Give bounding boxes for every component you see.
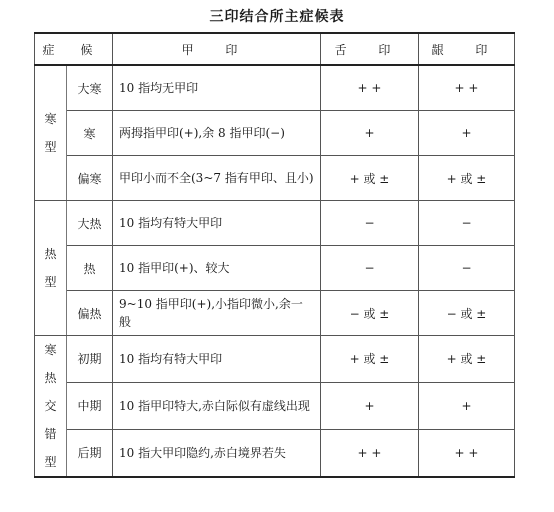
- group-label-char: 交: [44, 399, 57, 413]
- header-tongue: 舌 印: [321, 33, 419, 65]
- header-symptom-a: 症: [35, 33, 67, 65]
- nail-cell: 两拇指甲印(+),余 8 指甲印(−): [113, 111, 321, 156]
- symptom-cell: 后期: [67, 429, 113, 477]
- symptom-cell: 偏寒: [67, 156, 113, 201]
- gum-cell: +: [419, 111, 515, 156]
- gum-cell: −: [419, 201, 515, 246]
- group-label-char: 型: [44, 140, 57, 154]
- table-row: [35, 336, 515, 383]
- group-label-char: 热: [44, 247, 57, 261]
- group-label-char: 热: [44, 371, 57, 385]
- tongue-cell: +: [321, 382, 419, 429]
- nail-cell: 10 指甲印(+)、较大: [113, 246, 321, 291]
- table-row: [35, 201, 515, 246]
- header-gum: 龈 印: [419, 33, 515, 65]
- table-row: [35, 65, 515, 111]
- symptom-cell: 偏热: [67, 291, 113, 336]
- nail-cell: 10 指大甲印隐约,赤白境界若失: [113, 429, 321, 477]
- group-label: [35, 201, 67, 336]
- gum-cell: + 或 ±: [419, 156, 515, 201]
- nail-cell: 10 指均有特大甲印: [113, 201, 321, 246]
- gum-cell: + 或 ±: [419, 336, 515, 383]
- header-nail: 甲 印: [113, 33, 321, 65]
- symptom-cell: 中期: [67, 382, 113, 429]
- symptom-cell: 热: [67, 246, 113, 291]
- table-body: [35, 65, 515, 477]
- group-label: [35, 336, 67, 478]
- group-label-char: 型: [44, 275, 57, 289]
- group-label-char: 寒: [44, 112, 57, 126]
- group-label: [35, 65, 67, 201]
- gum-cell: + +: [419, 429, 515, 477]
- header-symptom-b: 候: [67, 33, 113, 65]
- tongue-cell: + 或 ±: [321, 156, 419, 201]
- table-row: [35, 429, 515, 477]
- table-row: [35, 246, 515, 291]
- tongue-cell: −: [321, 201, 419, 246]
- symptom-cell: 大寒: [67, 65, 113, 111]
- group-label-char: 寒: [44, 343, 57, 357]
- group-label-char: 错: [44, 427, 57, 441]
- table-row: [35, 291, 515, 336]
- nail-cell: 甲印小而不全(3~7 指有甲印、且小): [113, 156, 321, 201]
- table-row: [35, 156, 515, 201]
- gum-cell: + +: [419, 65, 515, 111]
- header-row: [35, 33, 515, 65]
- symptom-cell: 寒: [67, 111, 113, 156]
- gum-cell: +: [419, 382, 515, 429]
- nail-cell: 9~10 指甲印(+),小指印微小,余一般: [113, 291, 321, 336]
- tongue-cell: − 或 ±: [321, 291, 419, 336]
- nail-cell: 10 指均有特大甲印: [113, 336, 321, 383]
- tongue-cell: −: [321, 246, 419, 291]
- nail-cell: 10 指均无甲印: [113, 65, 321, 111]
- table-title: 三印结合所主症候表: [209, 9, 345, 25]
- symptom-cell: 大热: [67, 201, 113, 246]
- group-label-char: 型: [44, 455, 57, 469]
- tongue-cell: + +: [321, 65, 419, 111]
- tongue-cell: +: [321, 111, 419, 156]
- nail-cell: 10 指甲印特大,赤白际似有虚线出现: [113, 382, 321, 429]
- table-row: [35, 382, 515, 429]
- gum-cell: − 或 ±: [419, 291, 515, 336]
- symptom-cell: 初期: [67, 336, 113, 383]
- gum-cell: −: [419, 246, 515, 291]
- symptom-table: [34, 32, 515, 478]
- table-row: [35, 111, 515, 156]
- tongue-cell: + +: [321, 429, 419, 477]
- tongue-cell: + 或 ±: [321, 336, 419, 383]
